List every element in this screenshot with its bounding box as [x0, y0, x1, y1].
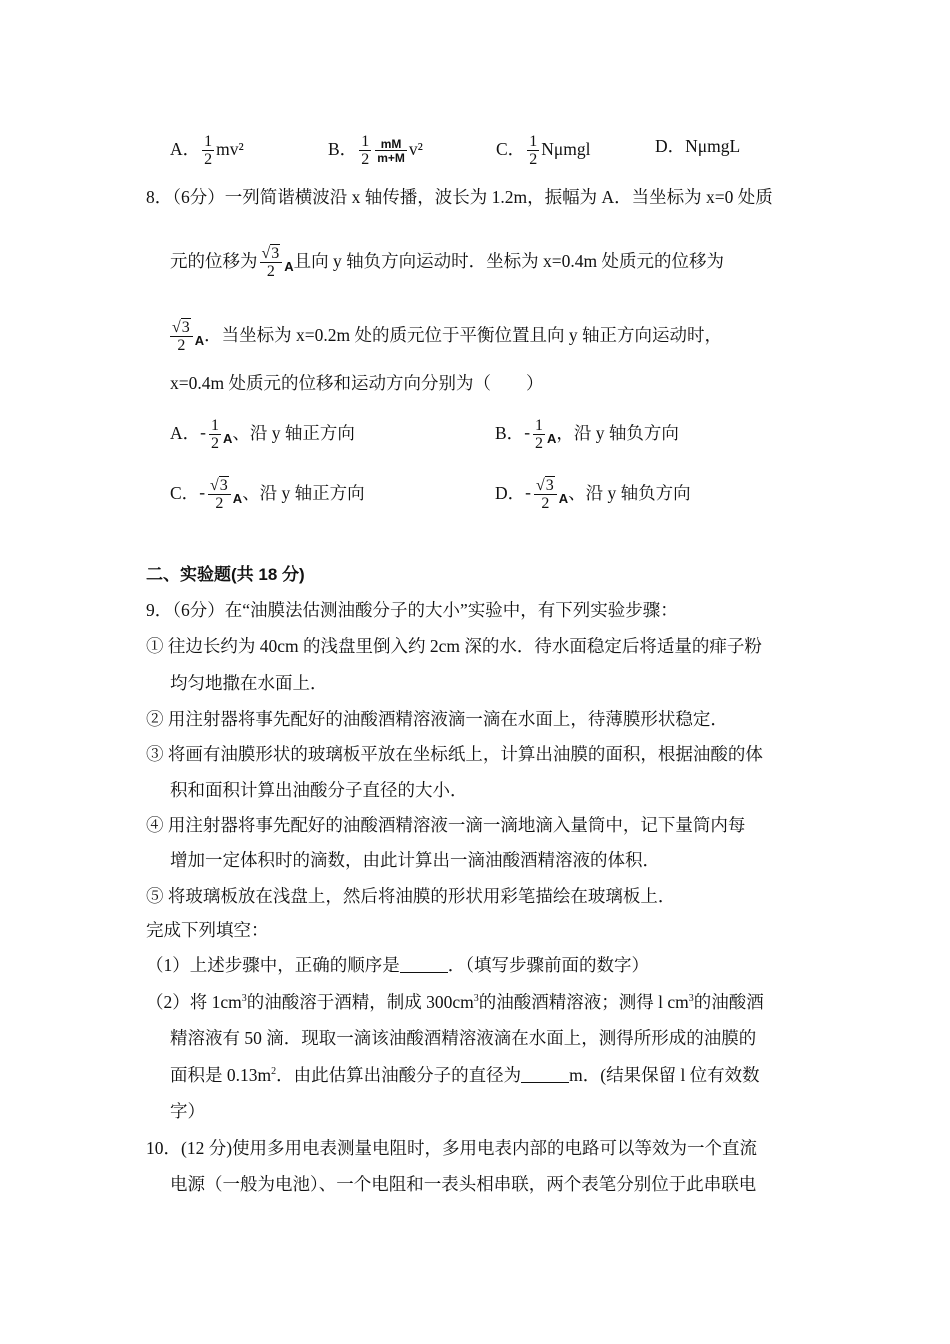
fraction-sqrt3-over-2: $\frac{√3}{2}$ [534, 478, 557, 512]
q8-line4: x=0.4m 处质元的位移和运动方向分别为（ ） [170, 373, 544, 393]
q10-line2: 电源（一般为电池）、一个电阻和一表头相串联，两个表笔分别位于此串联电 [170, 1174, 757, 1194]
answer-blank[interactable] [521, 1066, 569, 1083]
q9-step1: ① 往边长约为 40cm 的浅盘里倒入约 2cm 深的水．待水面稳定后将适量的痱子粉 [146, 636, 762, 656]
q9-part2-line4: 字） [170, 1101, 205, 1121]
q9-part2-line2: 精溶液有 50 滴．现取一滴该油酸酒精溶液滴在水面上，测得所形成的油膜的 [170, 1028, 757, 1048]
q7-option-d: D．NμmgL [655, 136, 741, 156]
q7-option-a: A． $\frac{1}{2}$ mv² [170, 133, 244, 168]
q8-option-a: A．- $\frac{1}{2}$ $_A$、沿 y 轴正方向 [170, 417, 355, 452]
answer-blank[interactable] [400, 956, 448, 973]
q8-option-c: C．- $\frac{√3}{2}$ $_A$、沿 y 轴正方向 [170, 477, 365, 512]
q8-option-b: B．- $\frac{1}{2}$ $_A$，沿 y 轴负方向 [495, 417, 679, 452]
section-heading: 二、实验题(共 18 分) [146, 565, 305, 584]
fraction: $\frac{1}{2}$ [204, 133, 213, 168]
q9-step4: ④ 用注射器将事先配好的油酸酒精溶液一滴一滴地滴入量筒中，记下量筒内每 [146, 815, 746, 835]
q7-option-b: B． $\frac{1}{2}$ $\frac{mM}{m+M}$ v² [328, 133, 423, 168]
q8-option-d: D．- $\frac{√3}{2}$ $_A$、沿 y 轴负方向 [495, 477, 691, 512]
q9-step4-cont: 增加一定体积时的滴数，由此计算出一滴油酸酒精溶液的体积． [170, 850, 660, 870]
fraction: $\frac{1}{2}$ [535, 417, 544, 452]
q9-step3: ③ 将画有油膜形状的玻璃板平放在坐标纸上，计算出油膜的面积，根据油酸的体 [146, 744, 763, 764]
q9-step3-cont: 积和面积计算出油酸分子直径的大小． [170, 780, 468, 800]
q9-part1: （1）上述步骤中，正确的顺序是 ．（填写步骤前面的数字） [146, 955, 649, 975]
fraction-mass: $\frac{mM}{m+M}$ [377, 137, 405, 165]
fraction: $\frac{1}{2}$ [529, 133, 538, 168]
q9-part2-line3: 面积是 $0.13m^2$．由此估算出油酸分子的直径为 m．(结果保留 l 位有效数 [170, 1065, 760, 1085]
q8-line2: 元的位移为 $\frac{√3}{2}$ $_A$且向 y 轴负方向运动时．坐标为 x=0.4m 处质元的位移为 [170, 245, 725, 280]
fraction-sqrt3-over-2: $\frac{√3}{2}$ [260, 246, 283, 280]
q8-line3: $\frac{√3}{2}$ $_A$．当坐标为 x=0.2m 处的质元位于平衡位置且向 y 轴正方向运动时， [172, 319, 723, 354]
q9-step5: ⑤ 将玻璃板放在浅盘上，然后将油膜的形状用彩笔描绘在玻璃板上． [146, 886, 676, 906]
fraction-sqrt3-over-2: $\frac{√3}{2}$ [208, 478, 231, 512]
q9-step1-cont: 均匀地撒在水面上． [170, 673, 328, 693]
q9-part2-line1: （2）将 $1cm^3$的油酸溶于酒精，制成 $300cm^3$的油酸酒精溶液；测得 l $cm^3$的油酸酒 [146, 992, 764, 1012]
fraction: $\frac{1}{2}$ [361, 133, 370, 168]
fraction: $\frac{1}{2}$ [210, 417, 219, 452]
q7-option-c: C． $\frac{1}{2}$ Nμmgl [496, 133, 591, 168]
q9-intro: 9．（6分）在“油膜法估测油酸分子的大小”实验中，有下列实验步骤： [146, 600, 678, 620]
q9-step2: ② 用注射器将事先配好的油酸酒精溶液滴一滴在水面上，待薄膜形状稳定． [146, 709, 728, 729]
q8-line1: 8．（6分）一列简谐横波沿 x 轴传播，波长为 1.2m，振幅为 A．当坐标为 x=0 处质 [146, 187, 773, 207]
q10-line1: 10．(12 分)使用多用电表测量电阻时，多用电表内部的电路可以等效为一个直流 [146, 1138, 758, 1158]
fraction-sqrt3-over-2: $\frac{√3}{2}$ [170, 320, 193, 354]
q9-fill-prompt: 完成下列填空： [146, 920, 269, 940]
